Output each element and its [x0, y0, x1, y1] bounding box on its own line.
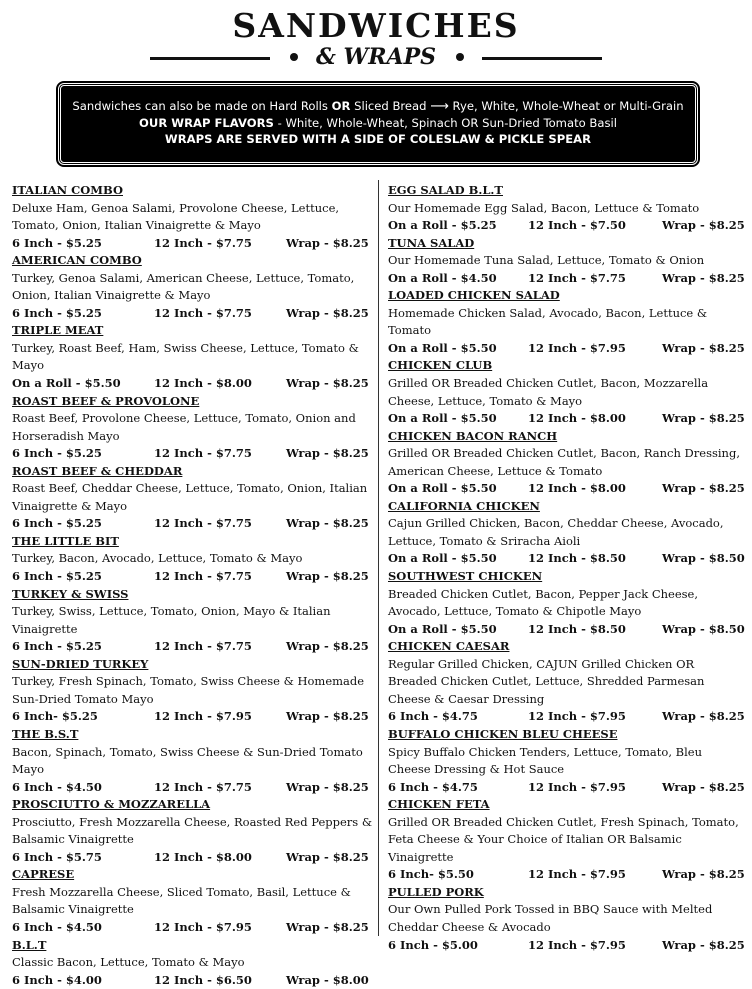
- menu-header: [0, 0, 752, 80]
- large-price: 12 Inch - $7.75: [154, 569, 252, 584]
- menu-item: [388, 287, 745, 357]
- large-price: 12 Inch - $7.75: [154, 305, 252, 320]
- banner-text: Rye, White, Whole-Wheat or Multi-Grain: [448, 99, 684, 113]
- item-name: LOADED CHICKEN SALAD: [388, 288, 560, 303]
- wrap-price: Wrap - $8.00: [286, 972, 369, 987]
- item-name: PULLED PORK: [388, 884, 484, 899]
- item-description: Regular Grilled Chicken, CAJUN Grilled Chicken OR Breaded Chicken Cutlet, Lettuce, Shredded Parmesan Cheese & Caesar Dressing: [388, 656, 705, 706]
- wrap-flavors-label: OUR WRAP FLAVORS: [139, 116, 274, 130]
- item-description: Roast Beef, Provolone Cheese, Lettuce, Tomato, Onion and Horseradish Mayo: [12, 411, 356, 443]
- large-price: 12 Inch - $7.75: [154, 779, 252, 794]
- large-price: 12 Inch - $7.75: [154, 639, 252, 654]
- menu-item: [12, 866, 374, 936]
- small-price: 6 Inch - $5.25: [12, 639, 102, 654]
- wrap-price: Wrap - $8.50: [662, 551, 745, 566]
- item-prices: [12, 849, 374, 867]
- large-price: 12 Inch - $7.75: [154, 446, 252, 461]
- item-prices: [388, 410, 745, 428]
- item-name: TRIPLE MEAT: [12, 323, 104, 338]
- item-description: Classic Bacon, Lettuce, Tomato & Mayo: [12, 955, 245, 970]
- item-prices: [388, 866, 745, 884]
- item-prices: [388, 480, 745, 498]
- small-price: On a Roll - $5.50: [12, 376, 121, 391]
- item-description: Turkey, Roast Beef, Ham, Swiss Cheese, Lettuce, Tomato & Mayo: [12, 340, 359, 373]
- item-name: TUNA SALAD: [388, 235, 475, 250]
- banner-line-2: [61, 115, 695, 131]
- menu-item: [12, 586, 374, 656]
- large-price: 12 Inch - $7.95: [528, 937, 626, 952]
- wrap-price: Wrap - $8.25: [662, 411, 745, 426]
- item-name: BUFFALO CHICKEN BLEU CHEESE: [388, 726, 618, 741]
- large-price: 12 Inch - $7.50: [528, 218, 626, 233]
- wrap-price: Wrap - $8.25: [662, 937, 745, 952]
- wrap-price: Wrap - $8.25: [662, 709, 745, 724]
- item-prices: [12, 708, 374, 726]
- page-subtitle: & WRAPS: [315, 44, 436, 70]
- large-price: 12 Inch - $7.95: [528, 867, 626, 882]
- wrap-price: Wrap - $8.25: [662, 481, 745, 496]
- item-name: THE B.S.T: [12, 726, 79, 741]
- large-price: 12 Inch - $7.75: [528, 270, 626, 285]
- item-description: Spicy Buffalo Chicken Tenders, Lettuce, Tomato, Bleu Cheese Dressing & Hot Sauce: [388, 744, 702, 777]
- item-description: Prosciutto, Fresh Mozzarella Cheese, Roasted Red Peppers & Balsamic Vinaigrette: [12, 814, 373, 847]
- right-dot: [456, 53, 464, 61]
- info-banner: [58, 83, 698, 165]
- small-price: 6 Inch - $5.25: [12, 235, 102, 250]
- item-prices: [388, 217, 745, 235]
- item-prices: [388, 779, 745, 797]
- wrap-price: Wrap - $8.25: [662, 270, 745, 285]
- large-price: 12 Inch - $8.00: [154, 376, 252, 391]
- item-description: Grilled OR Breaded Chicken Cutlet, Bacon, Ranch Dressing, American Cheese, Lettuce & Tomato: [388, 446, 740, 478]
- banner-or: OR: [331, 99, 351, 113]
- item-description: Grilled OR Breaded Chicken Cutlet, Bacon, Mozzarella Cheese, Lettuce, Tomato & Mayo: [388, 376, 709, 408]
- item-prices: [12, 235, 374, 253]
- item-name: CHICKEN FETA: [388, 797, 490, 812]
- banner-line-1: [61, 98, 695, 115]
- item-prices: [12, 375, 374, 393]
- item-name: CALIFORNIA CHICKEN: [388, 498, 540, 513]
- large-price: 12 Inch - $8.00: [528, 411, 626, 426]
- banner-text: Sliced Bread: [350, 99, 431, 113]
- item-prices: [12, 638, 374, 656]
- menu-item: [388, 357, 745, 427]
- menu-item: [388, 638, 745, 726]
- wrap-price: Wrap - $8.50: [662, 621, 745, 636]
- small-price: On a Roll - $5.50: [388, 551, 497, 566]
- wrap-price: Wrap - $8.25: [286, 639, 369, 654]
- wrap-price: Wrap - $8.25: [286, 516, 369, 531]
- menu-item: [388, 568, 745, 638]
- item-description: Deluxe Ham, Genoa Salami, Provolone Cheese, Lettuce, Tomato, Onion, Italian Vinaigrette & Mayo: [12, 200, 340, 233]
- wrap-price: Wrap - $8.25: [286, 235, 369, 250]
- item-description: Turkey, Swiss, Lettuce, Tomato, Onion, Mayo & Italian Vinaigrette: [12, 604, 331, 636]
- item-description: Our Own Pulled Pork Tossed in BBQ Sauce with Melted Cheddar Cheese & Avocado: [388, 902, 713, 934]
- menu-item: [12, 937, 374, 989]
- item-description: Turkey, Fresh Spinach, Tomato, Swiss Cheese & Homemade Sun-Dried Tomato Mayo: [12, 674, 365, 706]
- item-description: Turkey, Genoa Salami, American Cheese, Lettuce, Tomato, Onion, Italian Vinaigrette & Mayo: [12, 270, 355, 303]
- large-price: 12 Inch - $7.95: [154, 709, 252, 724]
- small-price: 6 Inch - $4.50: [12, 779, 102, 794]
- item-name: ITALIAN COMBO: [12, 183, 123, 197]
- item-prices: [388, 708, 745, 726]
- item-name: EGG SALAD B.L.T: [388, 183, 503, 197]
- item-description: Homemade Chicken Salad, Avocado, Bacon, Lettuce & Tomato: [388, 305, 708, 338]
- wrap-price: Wrap - $8.25: [286, 919, 369, 934]
- menu-item: [12, 393, 374, 463]
- menu-item: [12, 726, 374, 796]
- item-prices: [388, 270, 745, 288]
- left-rule: [150, 57, 270, 60]
- item-name: B.L.T: [12, 937, 47, 952]
- item-prices: [12, 445, 374, 463]
- wrap-price: Wrap - $8.25: [286, 305, 369, 320]
- item-name: ROAST BEEF & PROVOLONE: [12, 393, 200, 408]
- menu-item: [12, 252, 374, 322]
- item-description: Turkey, Bacon, Avocado, Lettuce, Tomato & Mayo: [12, 551, 303, 566]
- item-name: TURKEY & SWISS: [12, 586, 129, 601]
- item-description: Fresh Mozzarella Cheese, Sliced Tomato, Basil, Lettuce & Balsamic Vinaigrette: [12, 884, 351, 917]
- item-name: PROSCIUTTO & MOZZARELLA: [12, 797, 211, 812]
- menu-item: [12, 322, 374, 392]
- large-price: 12 Inch - $7.75: [154, 516, 252, 531]
- left-dot: [290, 53, 298, 61]
- large-price: 12 Inch - $7.95: [528, 709, 626, 724]
- menu-item: [388, 428, 745, 498]
- item-description: Bacon, Spinach, Tomato, Swiss Cheese & Sun-Dried Tomato Mayo: [12, 744, 363, 777]
- wrap-price: Wrap - $8.25: [286, 569, 369, 584]
- small-price: 6 Inch- $5.50: [388, 867, 474, 882]
- item-prices: [388, 621, 745, 639]
- item-prices: [12, 779, 374, 797]
- large-price: 12 Inch - $7.95: [154, 919, 252, 934]
- item-name: SUN-DRIED TURKEY: [12, 656, 149, 671]
- small-price: 6 Inch - $5.25: [12, 305, 102, 320]
- item-prices: [388, 937, 745, 955]
- page-title: SANDWICHES: [232, 6, 520, 45]
- small-price: 6 Inch - $5.25: [12, 569, 102, 584]
- large-price: 12 Inch - $7.95: [528, 340, 626, 355]
- wrap-price: Wrap - $8.25: [286, 709, 369, 724]
- wrap-price: Wrap - $8.25: [286, 446, 369, 461]
- large-price: 12 Inch - $8.00: [528, 481, 626, 496]
- wrap-side-note: WRAPS ARE SERVED WITH A SIDE OF COLESLAW & PICKLE SPEAR: [164, 132, 592, 146]
- small-price: On a Roll - $5.50: [388, 411, 497, 426]
- item-name: CAPRESE: [12, 867, 75, 882]
- large-price: 12 Inch - $6.50: [154, 972, 252, 987]
- item-name: CHICKEN BACON RANCH: [388, 428, 558, 443]
- menu-item: [388, 884, 745, 954]
- left-menu-column: [12, 182, 374, 989]
- subtitle-row: [0, 44, 752, 74]
- menu-item: [388, 726, 745, 796]
- large-price: 12 Inch - $8.00: [154, 849, 252, 864]
- wrap-price: Wrap - $8.25: [286, 376, 369, 391]
- large-price: 12 Inch - $7.75: [154, 235, 252, 250]
- item-name: CHICKEN CLUB: [388, 358, 493, 373]
- small-price: 6 Inch - $5.25: [12, 446, 102, 461]
- item-prices: [12, 972, 374, 989]
- small-price: 6 Inch - $4.00: [12, 972, 102, 987]
- small-price: On a Roll - $5.50: [388, 481, 497, 496]
- menu-item: [12, 656, 374, 726]
- large-price: 12 Inch - $8.50: [528, 621, 626, 636]
- item-description: Breaded Chicken Cutlet, Bacon, Pepper Jack Cheese, Avocado, Lettuce, Tomato & Chipotle Mayo: [388, 586, 699, 619]
- item-prices: [388, 340, 745, 358]
- wrap-price: Wrap - $8.25: [662, 340, 745, 355]
- item-prices: [12, 919, 374, 937]
- item-description: Roast Beef, Cheddar Cheese, Lettuce, Tomato, Onion, Italian Vinaigrette & Mayo: [12, 481, 368, 513]
- wrap-price: Wrap - $8.25: [286, 779, 369, 794]
- small-price: 6 Inch - $5.75: [12, 849, 102, 864]
- small-price: 6 Inch- $5.25: [12, 709, 98, 724]
- menu-item: [12, 182, 374, 252]
- item-prices: [388, 550, 745, 568]
- item-description: Our Homemade Egg Salad, Bacon, Lettuce & Tomato: [388, 200, 700, 215]
- item-description: Grilled OR Breaded Chicken Cutlet, Fresh Spinach, Tomato, Feta Cheese & Your Choice of Italian OR Balsamic Vinaigrette: [388, 814, 739, 864]
- item-name: SOUTHWEST CHICKEN: [388, 569, 543, 584]
- right-arrow-icon: ⟶: [430, 99, 449, 114]
- item-description: Our Homemade Tuna Salad, Lettuce, Tomato & Onion: [388, 253, 705, 268]
- wrap-price: Wrap - $8.25: [662, 867, 745, 882]
- menu-item: [388, 182, 745, 235]
- right-rule: [482, 57, 602, 60]
- item-prices: [12, 515, 374, 533]
- item-description: Cajun Grilled Chicken, Bacon, Cheddar Cheese, Avocado, Lettuce, Tomato & Sriracha Aioli: [388, 516, 724, 548]
- small-price: On a Roll - $5.50: [388, 621, 497, 636]
- column-divider: [378, 180, 379, 936]
- menu-item: [12, 533, 374, 586]
- small-price: 6 Inch - $5.25: [12, 516, 102, 531]
- menu-item: [12, 463, 374, 533]
- item-name: ROAST BEEF & CHEDDAR: [12, 463, 183, 478]
- item-prices: [12, 568, 374, 586]
- large-price: 12 Inch - $7.95: [528, 779, 626, 794]
- banner-line-3: [61, 131, 695, 147]
- wrap-flavors-list: - White, Whole-Wheat, Spinach OR Sun-Dried Tomato Basil: [273, 116, 617, 130]
- small-price: On a Roll - $4.50: [388, 270, 497, 285]
- menu-item: [388, 498, 745, 568]
- large-price: 12 Inch - $8.50: [528, 551, 626, 566]
- item-prices: [12, 305, 374, 323]
- wrap-price: Wrap - $8.25: [662, 218, 745, 233]
- item-name: CHICKEN CAESAR: [388, 639, 510, 654]
- wrap-price: Wrap - $8.25: [662, 779, 745, 794]
- item-name: AMERICAN COMBO: [12, 253, 142, 268]
- menu-item: [12, 796, 374, 866]
- menu-item: [388, 235, 745, 288]
- right-menu-column: [388, 182, 745, 954]
- small-price: On a Roll - $5.50: [388, 340, 497, 355]
- menu-item: [388, 796, 745, 884]
- small-price: 6 Inch - $4.75: [388, 779, 478, 794]
- item-name: THE LITTLE BIT: [12, 533, 119, 548]
- wrap-price: Wrap - $8.25: [286, 849, 369, 864]
- small-price: 6 Inch - $4.50: [12, 919, 102, 934]
- small-price: 6 Inch - $5.00: [388, 937, 478, 952]
- small-price: On a Roll - $5.25: [388, 218, 497, 233]
- banner-text: Sandwiches can also be made on Hard Rolls: [72, 99, 332, 113]
- small-price: 6 Inch - $4.75: [388, 709, 478, 724]
